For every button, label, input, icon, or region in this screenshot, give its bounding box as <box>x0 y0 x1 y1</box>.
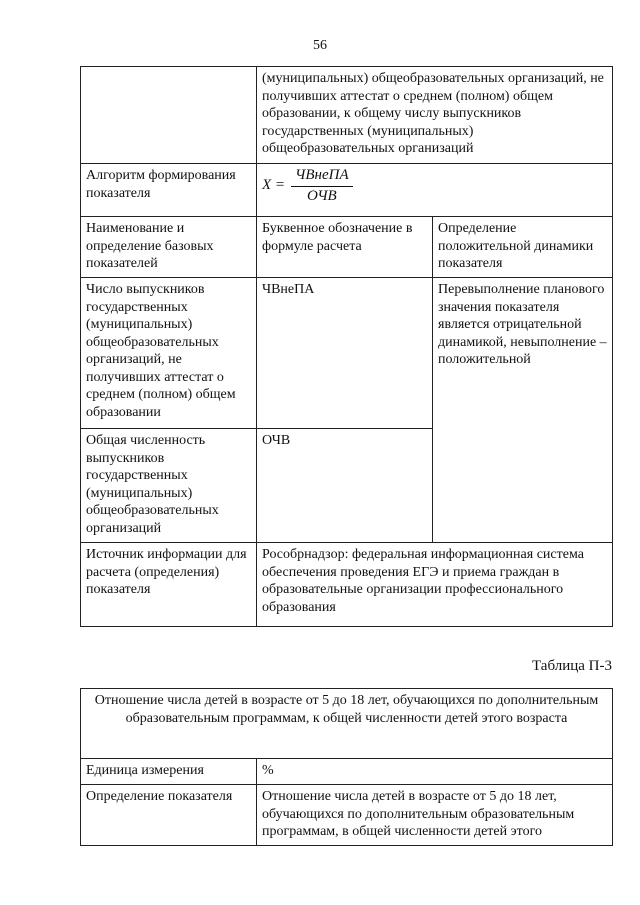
base-indicator-symbol: ОЧВ <box>257 429 433 543</box>
indicator-table-p3 <box>80 688 613 846</box>
formula-cell <box>257 164 613 217</box>
formula-denominator: ОЧВ <box>306 187 337 204</box>
base-indicator-name: Общая численность выпускников государственных (муниципальных) общеобразовательных организаций <box>81 429 257 543</box>
formula-numerator: ЧВнеПА <box>291 167 353 187</box>
indicator-title: Отношение числа детей в возрасте от 5 до 18 лет, обучающихся по дополнительным образовательным программам, к общей численности детей этого возраста <box>81 689 613 759</box>
header-symbol: Буквенное обозначение в формуле расчета <box>257 217 433 278</box>
header-positive-dynamics: Определение положительной динамики показателя <box>433 217 613 278</box>
definition-label: Определение показателя <box>81 785 257 846</box>
empty-cell <box>81 67 257 164</box>
header-base-indicators: Наименование и определение базовых показателей <box>81 217 257 278</box>
unit-value: % <box>257 759 613 785</box>
formula-fraction <box>291 167 353 205</box>
source-label: Источник информации для расчета (определения) показателя <box>81 543 257 627</box>
indicator-description-continued: (муниципальных) общеобразовательных организаций, не получивших аттестат о среднем (полном) общем образовании, к общему числу выпускников государственных (муниципальных) общеобразовательных организаций <box>257 67 613 164</box>
source-value: Рособрнадзор: федеральная информационная система обеспечения проведения ЕГЭ и приема граждан в образовательные организации профессионального образования <box>257 543 613 627</box>
formula-lhs: X = <box>262 177 286 194</box>
unit-label: Единица измерения <box>81 759 257 785</box>
formula <box>262 167 607 205</box>
base-indicator-symbol: ЧВнеПА <box>257 278 433 429</box>
page-number: 56 <box>313 38 327 53</box>
algorithm-label: Алгоритм формирования показателя <box>81 164 257 217</box>
positive-dynamics-definition: Перевыполнение планового значения показателя является отрицательной динамикой, невыполнение – положительной <box>433 278 613 543</box>
definition-value: Отношение числа детей в возрасте от 5 до 18 лет, обучающихся по дополнительным образовательным программам, в общей численности детей этого <box>257 785 613 846</box>
base-indicator-name: Число выпускников государственных (муниципальных) общеобразовательных организаций, не получивших аттестат о среднем (полном) общем образовании <box>81 278 257 429</box>
table-caption: Таблица П-3 <box>532 658 612 674</box>
indicator-table <box>80 66 613 627</box>
